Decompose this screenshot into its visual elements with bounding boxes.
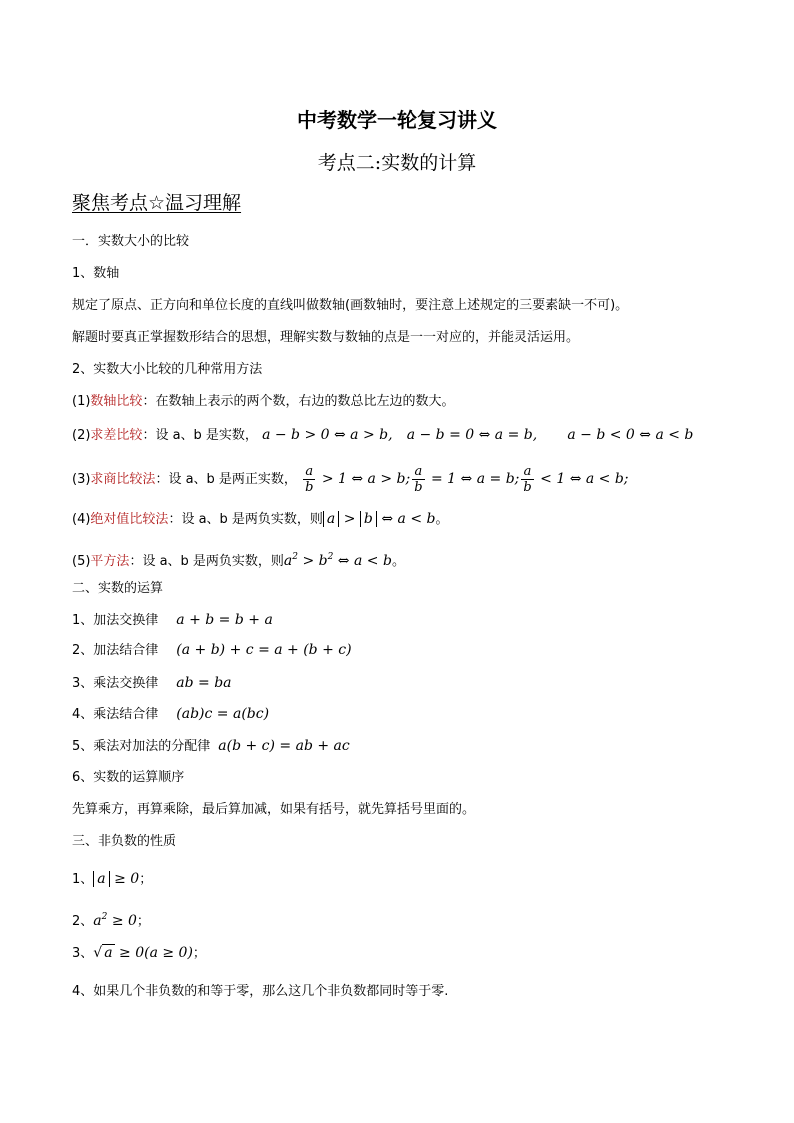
method-number: (1)	[72, 394, 91, 409]
law-item	[72, 610, 273, 631]
nonnegative-item-4: 4、如果几个非负数的和等于零，那么这几个非负数都同时等于零.	[72, 984, 449, 999]
abs-gt: >	[339, 511, 360, 527]
method-name: 数轴比较	[90, 394, 143, 409]
heading-comparison: 一．实数大小的比较	[72, 234, 190, 249]
law-formula: a + b = b + a	[176, 612, 273, 628]
method-number: (5)	[72, 554, 91, 569]
law-label: 1、加法交换律	[72, 613, 159, 628]
number-line-note: 解题时要真正掌握数形结合的思想，理解实数与数轴的点是一一对应的，并能灵活运用。	[72, 330, 580, 345]
heading-nonnegative: 三、非负数的性质	[72, 834, 177, 849]
square-a: $a^2$	[283, 552, 299, 569]
quotient-eq: = 1 ⇔ a = b;	[426, 471, 520, 487]
fraction-a-over-b: $\frac{a}{b}$	[414, 464, 423, 495]
heading-order: 6、实数的运算顺序	[72, 770, 185, 785]
heading-operations: 二、实数的运算	[72, 581, 164, 596]
method-quotient	[72, 464, 629, 495]
sqrt-a: a	[104, 945, 113, 961]
method-text: ：设 a、b 是两负实数，则	[129, 554, 284, 569]
document-title: 中考数学一轮复习讲义	[297, 108, 497, 132]
square-b: $b^2$	[318, 552, 334, 569]
law-formula: ab = ba	[176, 675, 232, 691]
nonnegative-item-2: 2、$a^2 \ge 0$；	[72, 912, 150, 929]
abs-a: a	[93, 871, 109, 887]
heading-number-line: 1、数轴	[72, 266, 120, 281]
method-name: 求差比较	[90, 428, 143, 443]
method-number: (4)	[72, 512, 91, 527]
law-label: 3、乘法交换律	[72, 676, 159, 691]
formula-diff-positive: a − b > 0 ⇔ a > b,	[262, 427, 393, 443]
method-name: 绝对值比较法	[90, 512, 169, 527]
law-label: 4、乘法结合律	[72, 707, 159, 722]
method-name: 求商比较法	[90, 472, 156, 487]
law-item	[72, 736, 350, 757]
method-square: (5)平方法：设 a、b 是两负实数，则$a^2 > b^2$ ⇔ a < b。	[72, 552, 405, 569]
nonnegative-item-3: 3、√ a ≥ 0(a ≥ 0)；	[72, 945, 206, 961]
document-subtitle: 考点二:实数的计算	[317, 152, 477, 174]
method-text: ：设 a、b 是两正实数，	[155, 472, 297, 487]
nonnegative-item-1: 1、 a ≥ 0；	[72, 871, 153, 887]
quotient-gt: > 1 ⇔ a > b;	[317, 471, 411, 487]
law-formula: (a + b) + c = a + (b + c)	[176, 642, 352, 658]
law-formula: (ab)c = a(bc)	[176, 706, 270, 722]
heading-methods: 2、实数大小比较的几种常用方法	[72, 362, 263, 377]
quotient-lt: < 1 ⇔ a < b;	[535, 471, 629, 487]
method-number: (3)	[72, 472, 91, 487]
section-heading: 聚焦考点☆温习理解	[72, 192, 242, 214]
law-label: 5、乘法对加法的分配律	[72, 739, 211, 754]
method-text: ：在数轴上表示的两个数，右边的数总比左边的数大。	[142, 394, 455, 409]
order-rule: 先算乘方，再算乘除，最后算加减，如果有括号，就先算括号里面的。	[72, 802, 476, 817]
method-number: (2)	[72, 428, 91, 443]
method-text: ：设 a、b 是两负实数，则	[168, 512, 323, 527]
law-item	[72, 673, 232, 694]
law-item	[72, 640, 352, 661]
method-difference	[72, 425, 693, 446]
method-name: 平方法	[90, 554, 130, 569]
law-formula: a(b + c) = ab + ac	[218, 738, 350, 754]
abs-b: b	[360, 511, 377, 527]
method-number-line	[72, 392, 454, 412]
fraction-a-over-b: $\frac{a}{b}$	[523, 464, 532, 495]
law-label: 2、加法结合律	[72, 643, 159, 658]
formula-diff-zero: a − b = 0 ⇔ a = b,	[406, 427, 538, 443]
abs-a: a	[323, 511, 339, 527]
number-line-definition: 规定了原点、正方向和单位长度的直线叫做数轴(画数轴时，要注意上述规定的三要素缺一不可)。	[72, 298, 629, 313]
square-result: ⇔ a < b	[333, 553, 392, 569]
formula-diff-negative: a − b < 0 ⇔ a < b	[567, 427, 694, 443]
law-item	[72, 704, 269, 725]
square-a: $a^2$	[93, 912, 108, 929]
abs-result: ⇔ a < b	[376, 511, 436, 527]
sqrt-sign: √	[93, 945, 103, 961]
method-text: ：设 a、b 是实数，	[142, 428, 258, 443]
method-absolute-value: (4)绝对值比较法：设 a、b 是两负实数，则 a > b ⇔ a < b。	[72, 511, 449, 527]
fraction-a-over-b: $\frac{a}{b}$	[305, 464, 314, 495]
